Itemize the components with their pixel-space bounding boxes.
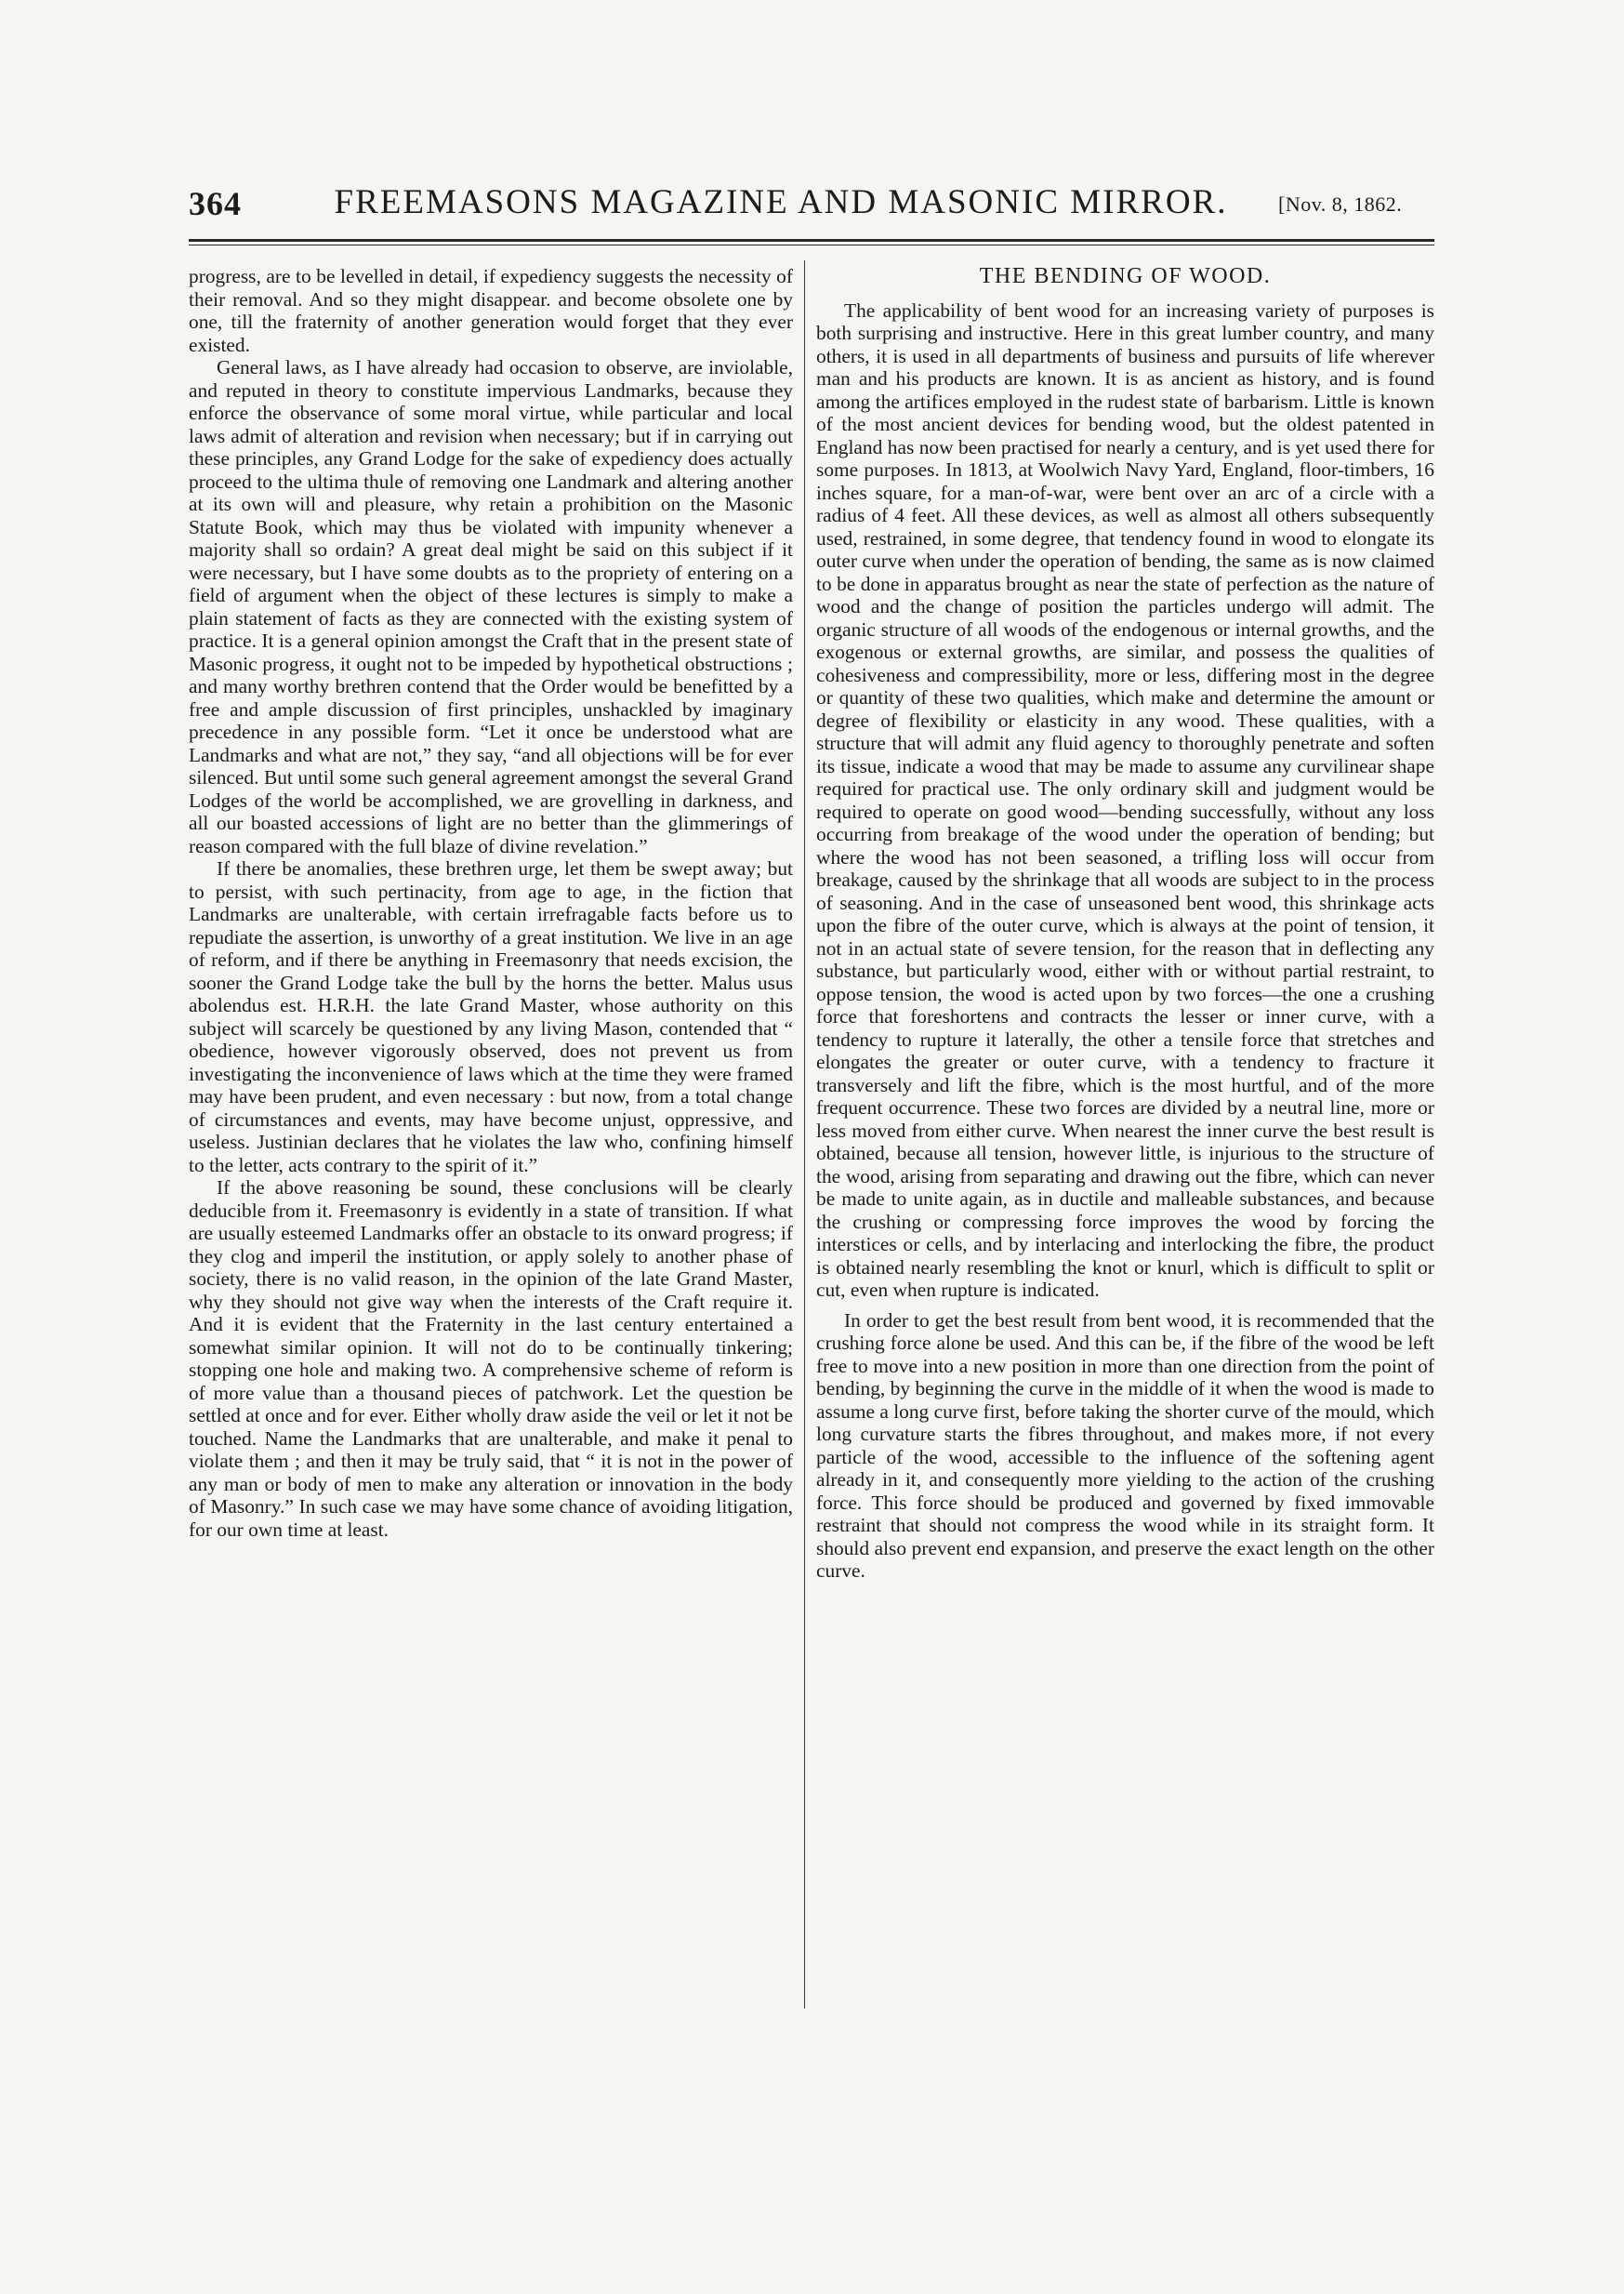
left-paragraph-1: progress, are to be levelled in detail, if expediency suggests the necessity of their removal. And so they might disappear. and become obsolete one by one, till the fraternity of another generation would forget that they ever existed. [189,265,793,356]
left-paragraph-2: General laws, as I have already had occasion to observe, are inviolable, and reputed in theory to constitute impervious Landmarks, because they enforce the observance of some moral virtue, while particular and local laws admit of alteration and revision when necessary; but if in carrying out these principles, any Grand Lodge for the sake of expediency does actually proceed to the ultima thule of removing one Landmark and altering another at its own will and pleasure, why retain a prohibition on the Masonic Statute Book, which may thus be violated with impunity whenever a majority shall so ordain? A great deal might be said on this subject if it were necessary, but I have some doubts as to the propriety of entering on a field of argument when the object of these lectures is simply to make a plain statement of facts as they are connected with the existing system of practice. It is a general opinion amongst the Craft that in the present state of Masonic progress, it ought not to be impeded by hypothetical obstructions ; and many worthy brethren contend that the Order would be benefitted by a free and ample discussion of first principles, unshackled by imaginary precedence in any possible form. “Let it once be understood what are Landmarks and what are not,” they say, “and all objections will be for ever silenced. But until some such general agreement amongst the several Grand Lodges of the world be accomplished, we are grovelling in darkness, and all our boasted accessions of light are no better than the glimmerings of reason compared with the full blaze of divine revelation.” [189,356,793,857]
right-paragraph-1: The applicability of bent wood for an increasing variety of purposes is both surprising and instructive. Here in this great lumber country, and many others, it is used in all departments of business and pursuits of life wherever man and his products are known. It is as ancient as history, and is found among the artifices employed in the rudest state of barbarism. Little is known of the most ancient devices for bending wood, but the oldest patented in England has now been practised for nearly a century, and is yet used there for some purposes. In 1813, at Woolwich Navy Yard, England, floor-timbers, 16 inches square, for a man-of-war, were bent over an arc of a circle with a radius of 4 feet. All these devices, as well as almost all others subsequently used, restrained, in some degree, that tendency found in wood to elongate its outer curve when under the operation of bending, the same as is now claimed to be done in apparatus brought as near the state of perfection as the nature of wood and the change of position the particles undergo will admit. The organic structure of all woods of the endogenous or internal growths, and the exogenous or external growths, are similar, and possess the qualities of cohesiveness and compressibility, more or less, differing most in the degree or quantity of these two qualities, which make and determine the amount or degree of flexibility or elasticity in any wood. These qualities, with a structure that will admit any fluid agency to thoroughly penetrate and soften its tissue, indicate a wood that may be made to assume any curvilinear shape required for practical use. The only ordinary skill and judgment would be required to operate on good wood—bending successfully, without any loss occurring from breakage of the wood under the operation of bending; but where the wood has not been seasoned, a trifling loss will occur from breakage, caused by the shrinkage that all woods are subject to in the process of seasoning. And in the case of unseasoned bent wood, this shrinkage acts upon the fibre of the outer curve, which is always at the point of tension, it not in an actual state of severe tension, for the reason that in deflecting any substance, but particularly wood, either with or without partial restraint, to oppose tension, the wood is acted upon by two forces—the one a crushing force that foreshortens and contracts the lesser or inner curve, with a tendency to rupture it laterally, the other a tensile force that stretches and elongates the greater or outer curve, with a tendency to fracture it transversely and lift the fibre, which is the most hurtful, and of the more frequent occurrence. These two forces are divided by a neutral line, more or less moved from either curve. When nearest the inner curve the best result is obtained, because all tension, however little, is injurious to the structure of the wood, arising from separating and drawing out the fibre, which can never be made to unite again, as in ductile and malleable substances, and because the crushing or compressing force improves the wood by forcing the interstices or cells, and by interlacing and interlocking the fibre, the product is obtained nearly resembling the knot or knurl, which is difficult to split or cut, even when rupture is indicated. [816,298,1434,1301]
column-divider [804,260,805,2009]
left-paragraph-4: If the above reasoning be sound, these conclusions will be clearly deducible from it. Freemasonry is evidently in a state of transition. If what are usually esteemed Landmarks offer an obstacle to its onward progress; if they clog and imperil the institution, or apply solely to another phase of society, there is no valid reason, in the opinion of the late Grand Master, why they should not give way when the interests of the Craft require it. And it is evident that the Fraternity in the last century entertained a somewhat similar opinion. It will not do to be continually tinkering; stopping one hole and making two. A comprehensive scheme of reform is of more value than a thousand pieces of patchwork. Let the question be settled at once and for ever. Either wholly draw aside the veil or let it not be touched. Name the Landmarks that are unalterable, and make it penal to violate them ; and then it may be truly said, that “ it is not in the power of any man or body of men to make any alteration or innovation in the body of Masonry.” In such case we may have some chance of avoiding litigation, for our own time at least. [189,1176,793,1541]
article-heading: THE BENDING OF WOOD. [979,264,1272,288]
left-paragraph-3: If there be anomalies, these brethren urge, let them be swept away; but to persist, with such pertinacity, from age to age, in the fiction that Landmarks are unalterable, with certain irrefragable facts before us to repudiate the assertion, is unworthy of a great institution. We live in an age of reform, and if there be anything in Freemasonry that needs excision, the sooner the Grand Lodge take the bull by the horns the better. Malus usus abolendus est. H.R.H. the late Grand Master, whose authority on this subject will scarcely be questioned by any living Mason, contended that “ obedience, however vigorously observed, does not prevent us from investigating the inconvenience of laws which at the time they were framed may have been prudent, and even necessary : but now, from a total change of circumstances and events, may have become unjust, oppressive, and useless. Justinian declares that he violates the law who, confining himself to the letter, acts contrary to the spirit of it.” [189,857,793,1176]
left-column [189,265,793,1541]
page-number: 364 [189,185,242,222]
right-paragraph-2: In order to get the best result from bent wood, it is recommended that the crushing force alone be used. And this can be, if the fibre of the wood be left free to move into a new position in more than one direction from the point of bending, by beginning the curve in the middle of it when the wood is made to assume a long curve first, before taking the shorter curve of the mould, which long curvature starts the fibres throughout, and makes more, if not every particle of the wood, accessible to the influence of the softening agent already in it, and consequently more yielding to the action of the crushing force. This force should be produced and governed by fixed immovable restraint that should not compress the wood while in its straight form. It should also prevent end expansion, and preserve the exact length on the other curve. [816,1308,1434,1582]
masthead-title: FREEMASONS MAGAZINE AND MASONIC MIRROR. [334,183,1228,221]
right-column [816,265,1434,1583]
issue-date: [Nov. 8, 1862. [1278,192,1403,216]
header-rule-thick [189,239,1434,242]
